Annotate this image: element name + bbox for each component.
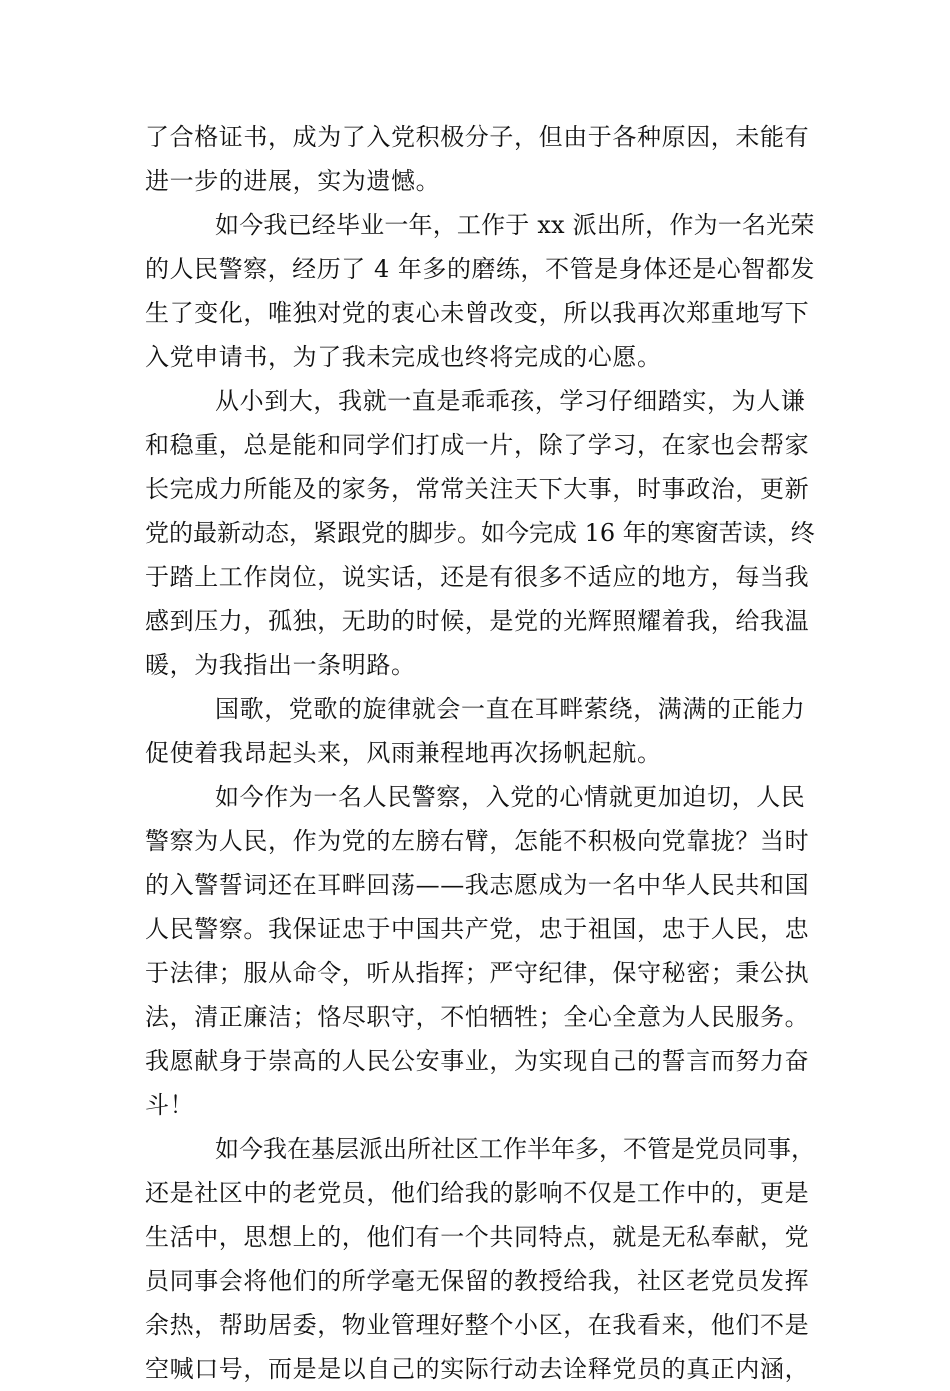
text-line: 于法律；服从命令，听从指挥；严守纪律，保守秘密；秉公执 (145, 959, 810, 987)
text-line: 如今我已经毕业一年，工作于 xx 派出所，作为一名光荣 (215, 211, 815, 239)
text-line: 余热，帮助居委，物业管理好整个小区，在我看来，他们不是 (145, 1311, 810, 1339)
text-line: 从小到大，我就一直是乖乖孩，学习仔细踏实，为人谦 (215, 387, 806, 415)
text-line: 党的最新动态，紧跟党的脚步。如今完成 16 年的寒窗苦读，终 (145, 519, 815, 547)
text-line: 如今我在基层派出所社区工作半年多，不管是党员同事， (215, 1135, 815, 1163)
paragraph (145, 115, 815, 203)
text-line: 人民警察。我保证忠于中国共产党，忠于祖国，忠于人民，忠 (145, 915, 810, 943)
text-line: 法，清正廉洁；恪尽职守，不怕牺牲；全心全意为人民服务。 (145, 1003, 810, 1031)
text-line: 感到压力，孤独，无助的时候，是党的光辉照耀着我，给我温 (145, 607, 810, 635)
paragraph (145, 203, 815, 379)
text-line: 于踏上工作岗位，说实话，还是有很多不适应的地方，每当我 (145, 563, 810, 591)
text-line: 还是社区中的老党员，他们给我的影响不仅是工作中的，更是 (145, 1179, 810, 1207)
text-line: 空喊口号，而是是以自己的实际行动去诠释党员的真正内涵， (145, 1355, 810, 1383)
paragraph (145, 379, 815, 687)
text-line: 警察为人民，作为党的左膀右臂，怎能不积极向党靠拢？当时 (145, 827, 810, 855)
text-line: 国歌，党歌的旋律就会一直在耳畔萦绕，满满的正能力 (215, 695, 806, 723)
text-line: 和稳重，总是能和同学们打成一片，除了学习，在家也会帮家 (145, 431, 810, 459)
paragraph (145, 1127, 815, 1391)
text-line: 斗！ (145, 1091, 195, 1119)
text-line: 进一步的进展，实为遗憾。 (145, 167, 441, 195)
text-line: 促使着我昂起头来，风雨兼程地再次扬帆起航。 (145, 739, 662, 767)
text-line: 员同事会将他们的所学毫无保留的教授给我，社区老党员发挥 (145, 1267, 810, 1295)
paragraph (145, 687, 815, 775)
text-line: 生了变化，唯独对党的衷心未曾改变，所以我再次郑重地写下 (145, 299, 810, 327)
paragraph (145, 775, 815, 1127)
document-body (145, 115, 815, 1391)
text-line: 的人民警察，经历了 4 年多的磨练，不管是身体还是心智都发 (145, 255, 815, 283)
text-line: 入党申请书，为了我未完成也终将完成的心愿。 (145, 343, 662, 371)
text-line: 生活中，思想上的，他们有一个共同特点，就是无私奉献，党 (145, 1223, 810, 1251)
text-line: 如今作为一名人民警察，入党的心情就更加迫切，人民 (215, 783, 806, 811)
text-line: 了合格证书，成为了入党积极分子，但由于各种原因，未能有 (145, 123, 810, 151)
text-line: 暖，为我指出一条明路。 (145, 651, 416, 679)
text-line: 长完成力所能及的家务，常常关注天下大事，时事政治，更新 (145, 475, 810, 503)
text-line: 我愿献身于崇高的人民公安事业，为实现自己的誓言而努力奋 (145, 1047, 810, 1075)
text-line: 的入警誓词还在耳畔回荡——我志愿成为一名中华人民共和国 (145, 871, 810, 899)
